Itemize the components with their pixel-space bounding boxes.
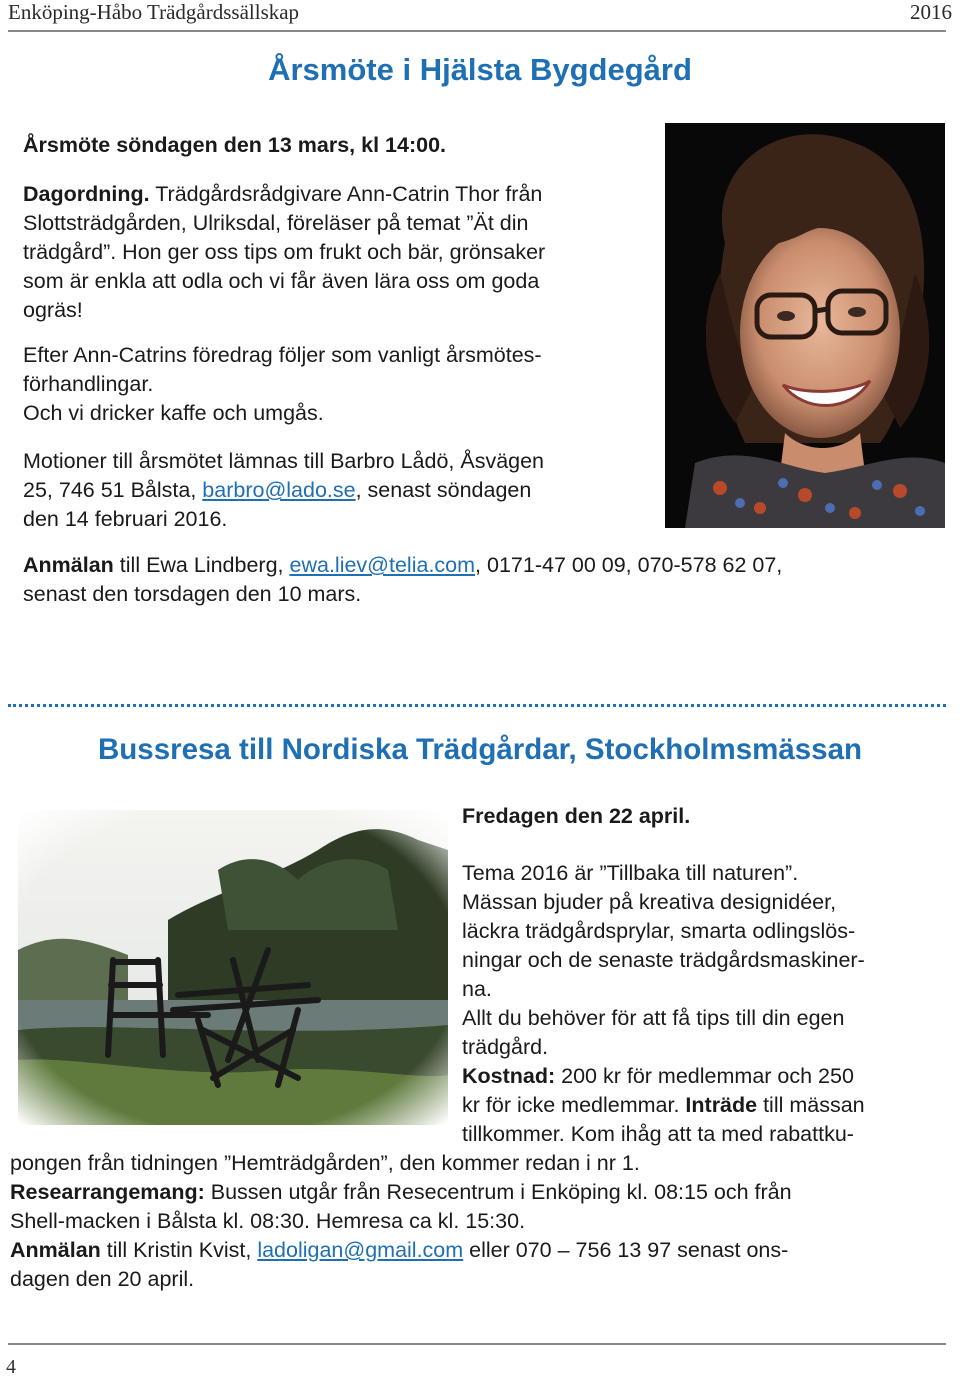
signup-label: Anmälan bbox=[23, 553, 114, 577]
header-divider bbox=[8, 30, 946, 32]
meeting-date: Årsmöte söndagen den 13 mars, kl 14:00. bbox=[23, 133, 446, 157]
trip-details-paragraph: pongen från tidningen ”Hemträdgården”, den kommer redan i nr 1. Researrangemang: Bussen utgår från Resecentrum i Enköping kl. 08:15 och från Shell-macken i Bålsta kl. 08:30. Hemresa ca kl. 15:30. Anmälan till Kristin Kvist, ladoligan@gmail.com eller 070 – 756 13 97 senast ons- dagen den 20 april. bbox=[10, 1151, 792, 1291]
page-number: 4 bbox=[6, 1356, 16, 1378]
footer-divider bbox=[8, 1343, 946, 1345]
ewa-email-link[interactable]: ewa.liev@telia.com bbox=[289, 553, 476, 577]
trip-signup-label: Anmälan bbox=[10, 1238, 101, 1262]
trip-description: Tema 2016 är ”Tillbaka till naturen”. Mässan bjuder på kreativa designidéer, läckra trädgårdsprylar, smarta odlingslös- ningar och de senaste trädgårdsmaskiner- na. Allt du behöver för att få tips till din egen trädgård. Kostnad: 200 kr för medlemmar och 250 kr för icke medlemmar. Inträde till mässan tillkommer. Kom ihåg att ta med rabattku- bbox=[462, 861, 865, 1146]
agenda-label: Dagordning. bbox=[23, 182, 150, 206]
organization-name: Enköping-Håbo Trädgårdssällskap bbox=[8, 0, 300, 24]
travel-label: Researrangemang: bbox=[10, 1180, 205, 1204]
chair-illustration bbox=[18, 810, 448, 1125]
agenda-paragraph: Dagordning. Trädgårdsrådgivare Ann-Catrin Thor från Slottsträdgården, Ulriksdal, föreläser på temat ”Ät din trädgård”. Hon ger oss tips om frukt och bär, grönsaker som är enkla att odla och vi får även lära oss om goda ogräs! bbox=[23, 182, 546, 322]
barbro-email-link[interactable]: barbro@lado.se bbox=[202, 478, 356, 502]
garden-chair-photo bbox=[18, 810, 448, 1125]
portrait-illustration bbox=[665, 123, 945, 528]
speaker-portrait-photo bbox=[665, 123, 945, 528]
header-year: 2016 bbox=[910, 0, 952, 24]
cost-label: Kostnad: bbox=[462, 1064, 556, 1088]
page-header bbox=[8, 0, 952, 32]
trip-date: Fredagen den 22 april. bbox=[462, 804, 691, 828]
after-lecture-paragraph: Efter Ann-Catrins föredrag följer som vanligt årsmötes- förhandlingar. Och vi dricker kaffe och umgås. bbox=[23, 343, 542, 425]
section1-title: Årsmöte i Hjälsta Bygdegård bbox=[268, 52, 692, 87]
kristin-email-link[interactable]: ladoligan@gmail.com bbox=[257, 1238, 464, 1262]
entry-label: Inträde bbox=[685, 1093, 758, 1117]
meeting-signup-paragraph: Anmälan till Ewa Lindberg, ewa.liev@telia.com, 0171-47 00 09, 070-578 62 07, senast den torsdagen den 10 mars. bbox=[23, 553, 783, 606]
motion-paragraph: Motioner till årsmötet lämnas till Barbro Lådö, Åsvägen 25, 746 51 Bålsta, barbro@lado.se, senast söndagen den 14 februari 2016. bbox=[23, 449, 545, 531]
section2-title: Bussresa till Nordiska Trädgårdar, Stockholmsmässan bbox=[97, 733, 863, 766]
section-divider bbox=[8, 704, 946, 707]
